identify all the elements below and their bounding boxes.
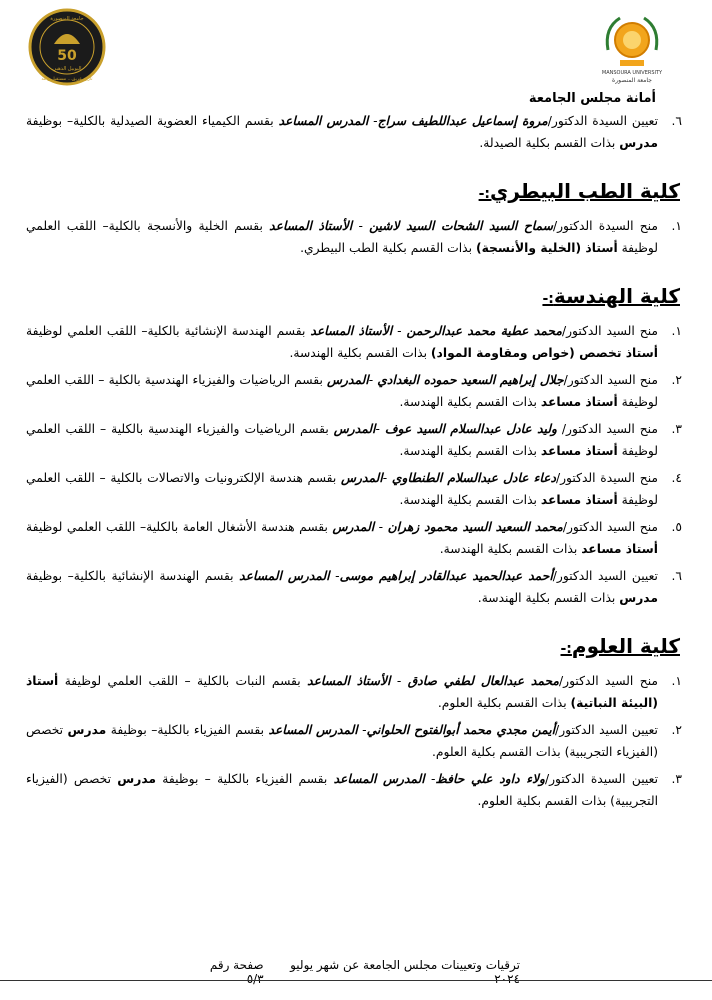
svg-text:MANSOURA UNIVERSITY: MANSOURA UNIVERSITY <box>601 70 663 76</box>
item-text: منح السيدة الدكتور/سماح السيد الشحات السيد لاشين - الأستاذ المساعد بقسم الخلية والأنسجة بالكلية– اللقب العلمي لوظيفة أستاذ (الخلية والأنسجة) بذات القسم بكلية الطب البيطري. <box>26 219 658 255</box>
svg-text:جامعة المنصورة: جامعة المنصورة <box>50 16 84 22</box>
item-text: منح السيد الدكتور/جلال إبراهيم السعيد حموده البغدادي -المدرس بقسم الرياضيات والفيزياء الهندسية بالكلية – اللقب العلمي لوظيفة أستاذ مساعد بذات القسم بكلية الهندسة. <box>26 373 658 409</box>
list-item <box>26 215 682 259</box>
item-number: ٣. <box>671 422 682 436</box>
section-title-suffix: :- <box>478 186 491 202</box>
item-text: تعيين السيد الدكتور/أيمن مجدي محمد أبوالفتوح الحلواني- المدرس المساعد بقسم الفيزياء بالكلية– بوظيفة مدرس تخصص (الفيزياء التجريبية) بذات القسم بكلية العلوم. <box>26 723 658 759</box>
section-title-text: كلية العلوم <box>571 634 680 658</box>
svg-text:اليوبيل الذهبي: اليوبيل الذهبي <box>52 66 82 72</box>
section-title-suffix: :- <box>542 291 554 307</box>
section-title-suffix: :- <box>560 641 572 657</box>
section-title <box>26 178 680 207</box>
section-title <box>26 633 680 662</box>
item-text: منح السيد الدكتور/محمد عطية محمد عبدالرحمن - الأستاذ المساعد بقسم الهندسة الإنشائية بالكلية– اللقب العلمي لوظيفة أستاذ تخصص (خواص ومقاومة المواد) بذات القسم بكلية الهندسة. <box>26 324 658 360</box>
svg-text:جامعة المنصورة: جامعة المنصورة <box>612 77 652 84</box>
list-item <box>26 670 682 714</box>
item-text: تعيين السيدة الدكتور/ولاء داود علي حافظ- المدرس المساعد بقسم الفيزياء بالكلية – بوظيفة مدرس تخصص (الفيزياء التجريبية) بذات القسم بكلية العلوم. <box>26 772 658 808</box>
list-item <box>26 565 682 609</box>
list-item <box>26 110 682 154</box>
section-title-text: كلية الطب البيطري <box>490 179 680 203</box>
section-title-text: كلية الهندسة <box>553 284 680 308</box>
item-text: منح السيدة الدكتور/دعاء عادل عبدالسلام الطنطاوي -المدرس بقسم هندسة الإلكترونيات والاتصالات بالكلية – اللقب العلمي لوظيفة أستاذ مساعد بذات القسم بكلية الهندسة. <box>26 471 659 507</box>
item-text: تعيين السيد الدكتور/أحمد عبدالحميد عبدالقادر إبراهيم موسى- المدرس المساعد بقسم الهندسة الإنشائية بالكلية– بوظيفة مدرس بذات القسم بكلية الهندسة. <box>26 569 658 605</box>
list-item <box>26 418 682 462</box>
item-number: ٢. <box>671 723 682 737</box>
item-text: منح السيد الدكتور/محمد السعيد السيد محمود زهران - المدرس بقسم هندسة الأشغال العامة بالكلية– اللقب العلمي لوظيفة أستاذ مساعد بذات القسم بكلية الهندسة. <box>26 520 659 556</box>
mansoura-university-logo <box>598 10 666 86</box>
footer-divider <box>0 980 712 981</box>
list-item <box>26 320 682 364</box>
item-text: منح السيد الدكتور/ وليد عادل عبدالسلام السيد عوف -المدرس بقسم الرياضيات والفيزياء الهندسية بالكلية – اللقب العلمي لوظيفة أستاذ مساعد بذات القسم بكلية الهندسة. <box>26 422 658 458</box>
item-number: ٣. <box>671 772 682 786</box>
item-number: ٢. <box>671 373 682 387</box>
list-item <box>26 369 682 413</box>
page-footer <box>190 958 520 986</box>
svg-text:تاريخ عريق... مستقبل واعد: تاريخ عريق... مستقبل واعد <box>41 77 93 82</box>
svg-text:50: 50 <box>57 48 77 64</box>
section-title <box>26 283 680 312</box>
list-item <box>26 516 682 560</box>
item-number: ١. <box>671 674 682 688</box>
item-number: ١. <box>671 219 682 233</box>
item-number: ٥. <box>671 520 682 534</box>
page-number: صفحة رقم ٥/٣ <box>209 958 264 986</box>
org-name: أمانة مجلس الجامعة <box>528 91 656 106</box>
item-text: منح السيد الدكتور/محمد عبدالعال لطفي صادق - الأستاذ المساعد بقسم النبات بالكلية – اللقب العلمي لوظيفة أستاذ (البيئة النباتية) بذات القسم بكلية العلوم. <box>26 674 659 710</box>
footer-title: ترقيات وتعيينات مجلس الجامعة عن شهر يوليو ٢٠٢٤ <box>290 958 520 986</box>
list-item <box>26 768 682 812</box>
item-number: ١. <box>671 324 682 338</box>
item-number: ٦. <box>671 569 682 583</box>
item-number: ٦. <box>671 114 682 128</box>
golden-jubilee-logo <box>28 8 106 86</box>
item-number: ٤. <box>671 471 682 485</box>
list-item <box>26 467 682 511</box>
item-text: تعيين السيدة الدكتور/مروة إسماعيل عبداللطيف سراج- المدرس المساعد بقسم الكيمياء العضوية الصيدلية بالكلية– بوظيفة مدرس بذات القسم بكلية الصيدلة. <box>26 114 659 150</box>
list-item <box>26 719 682 763</box>
document-body <box>26 110 682 817</box>
